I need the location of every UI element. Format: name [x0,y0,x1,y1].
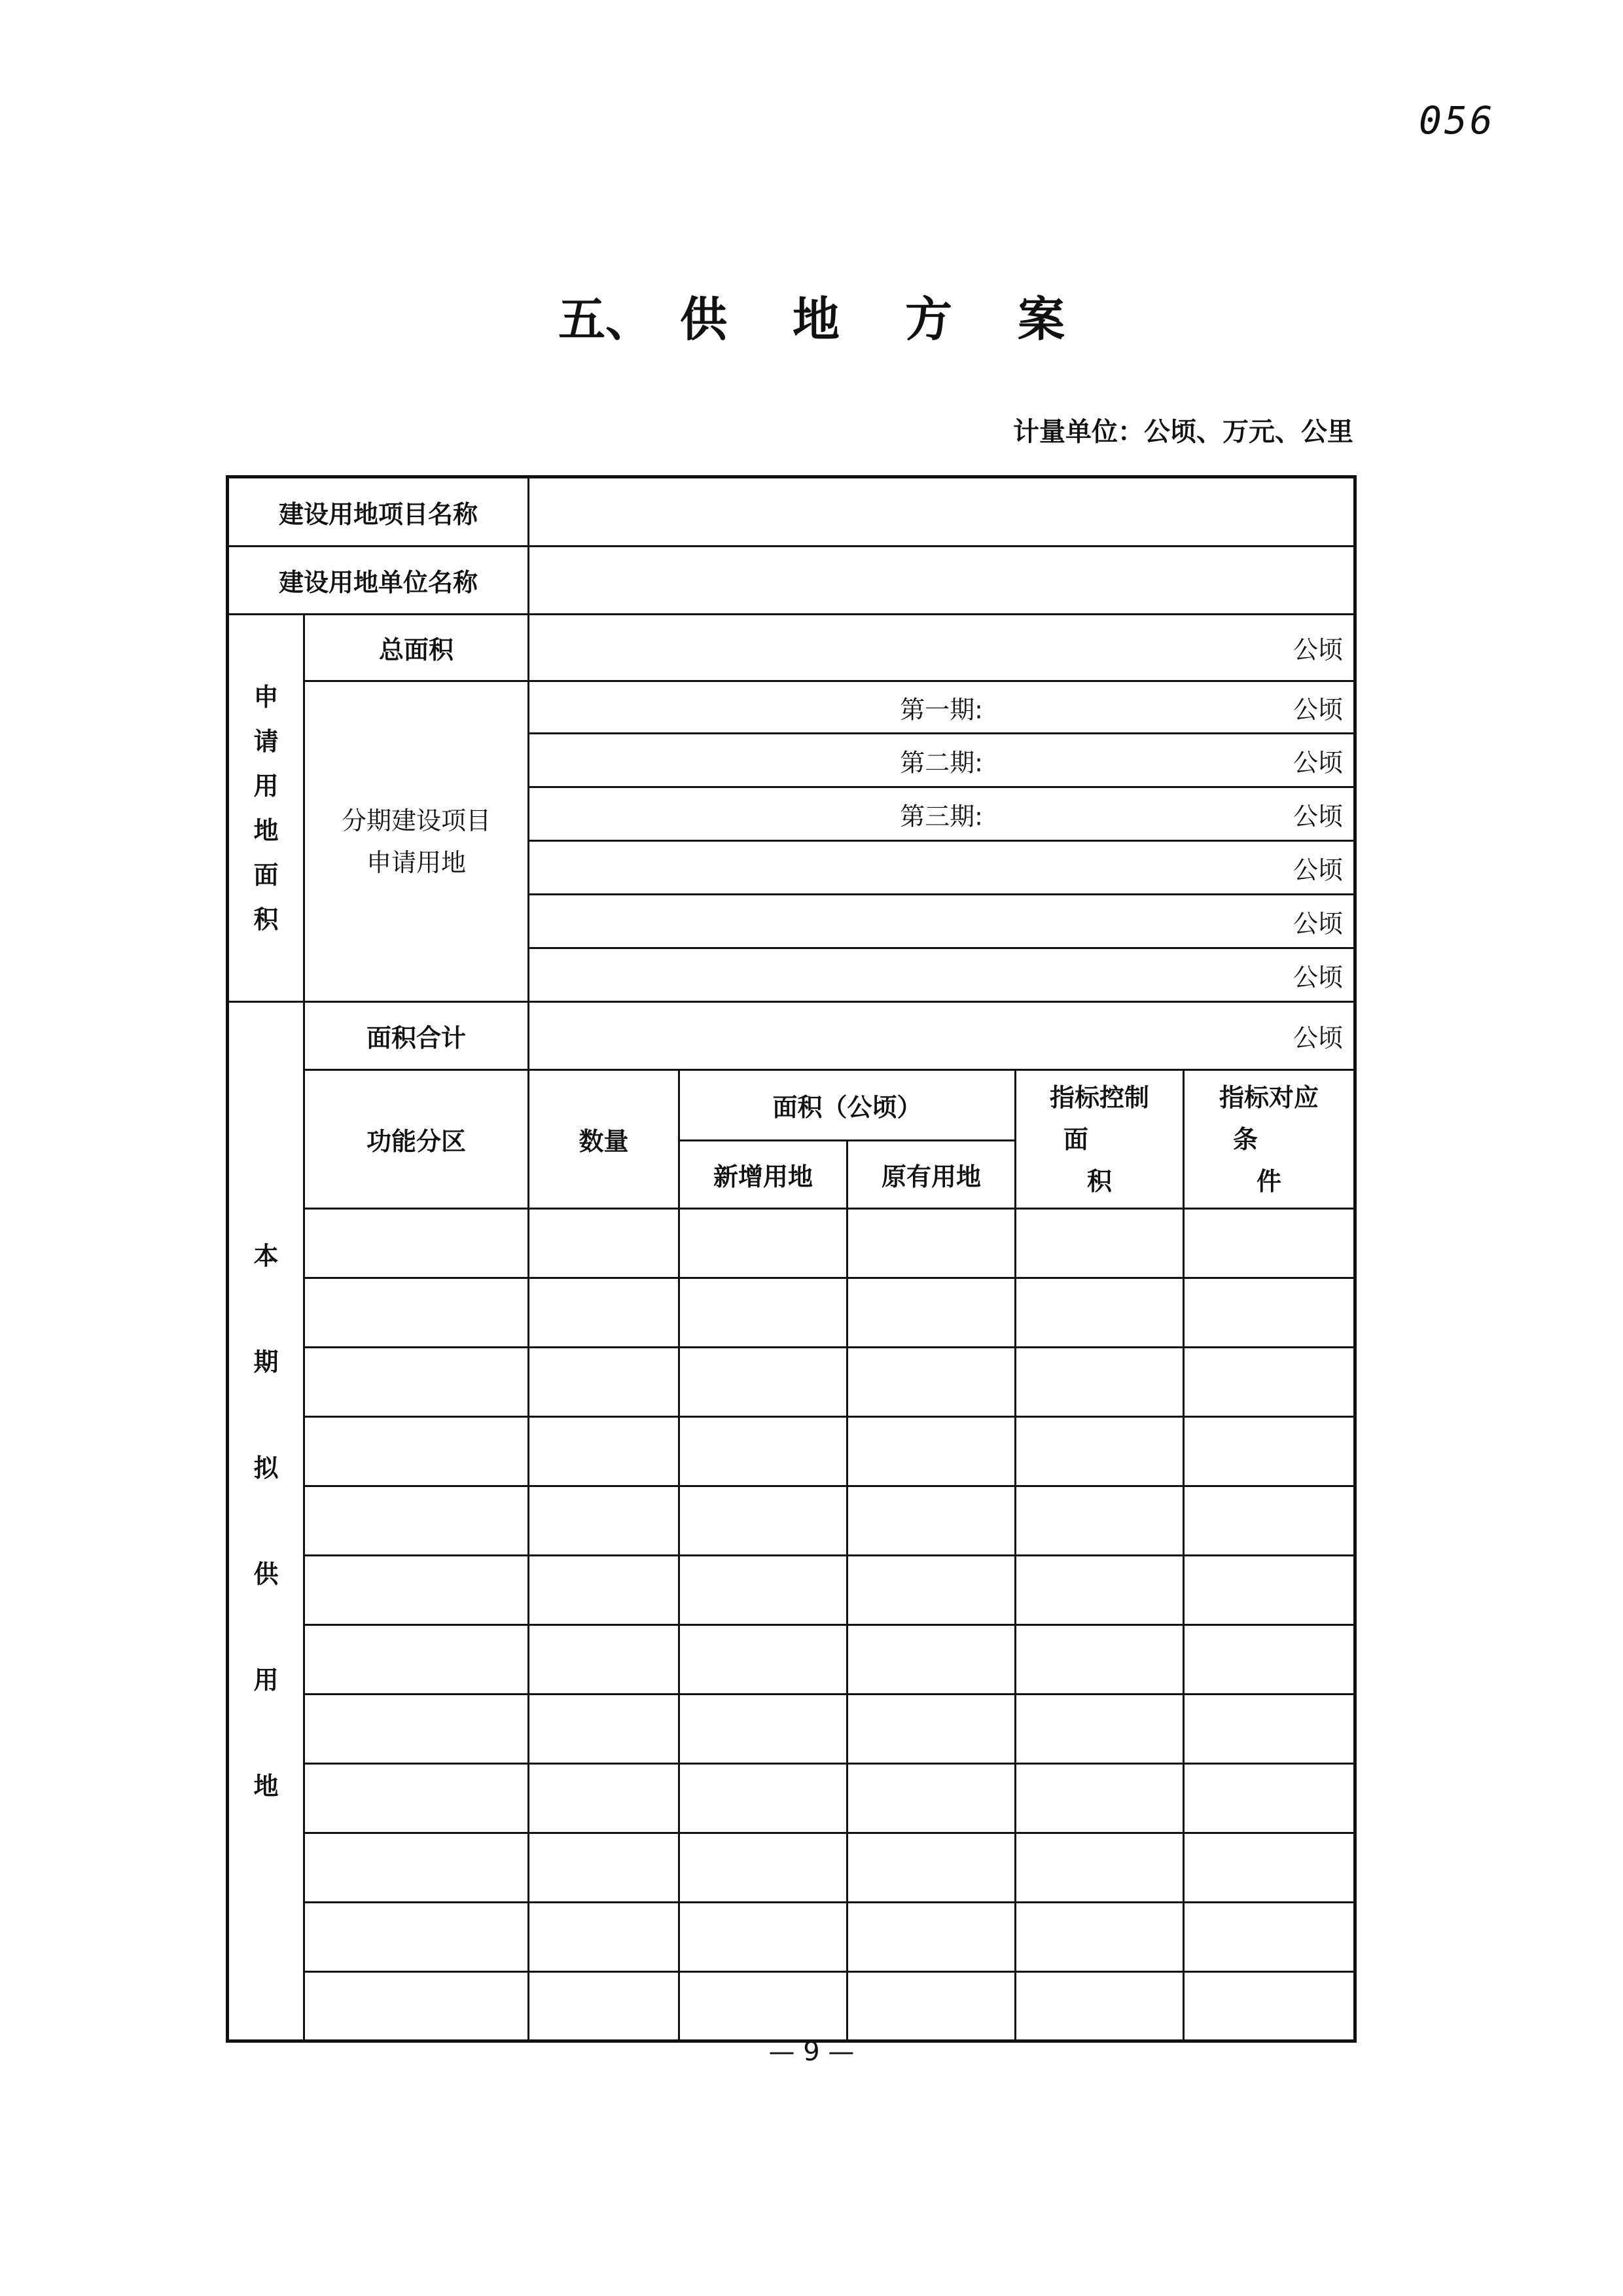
cell[interactable] [1016,1486,1184,1556]
cell[interactable] [1184,1417,1355,1486]
table-row [228,1278,1355,1348]
table-row [228,1903,1355,1972]
cell[interactable] [1184,1486,1355,1556]
cell[interactable] [529,1209,679,1278]
table-row [228,1556,1355,1625]
cell[interactable] [847,1764,1016,1833]
cell[interactable] [679,1972,847,2041]
cell[interactable] [529,1278,679,1348]
cell[interactable] [529,1903,679,1972]
col-condition: 指标对应 条 件 [1184,1070,1355,1209]
cell[interactable] [1184,1764,1355,1833]
cell[interactable] [847,1972,1016,2041]
col-existing-land: 原有用地 [847,1141,1016,1209]
cell[interactable] [1016,1695,1184,1764]
col-control-area: 指标控制 面 积 [1016,1070,1184,1209]
cell[interactable] [1184,1833,1355,1903]
table-row [228,1348,1355,1417]
area-total-field[interactable] [529,1002,1355,1070]
page-title [0,281,1623,350]
cell[interactable] [304,1278,529,1348]
cell[interactable] [847,1417,1016,1486]
cell[interactable] [847,1556,1016,1625]
cell[interactable] [679,1348,847,1417]
cell[interactable] [1184,1278,1355,1348]
cell[interactable] [304,1486,529,1556]
current-supply-label: 本 期 拟 供 用 地 [228,1002,304,2041]
cell[interactable] [304,1833,529,1903]
title-part: 案 [1018,291,1065,347]
cell[interactable] [1016,1209,1184,1278]
cell[interactable] [1016,1348,1184,1417]
unit-name-field[interactable] [529,547,1355,615]
cell[interactable] [304,1209,529,1278]
cell[interactable] [529,1348,679,1417]
phase-5-field[interactable]: 公顷 [529,895,1355,948]
unit-label: 公顷 [1293,636,1344,664]
table-row [228,1972,1355,2041]
table-row [228,1417,1355,1486]
cell[interactable] [679,1833,847,1903]
title-part: 供 [679,291,727,347]
cell[interactable] [529,1417,679,1486]
cell[interactable] [304,1625,529,1695]
phased-label: 分期建设项目 申请用地 [304,681,529,1002]
phase-3-field[interactable]: 第三期: 公顷 [529,787,1355,841]
cell[interactable] [847,1209,1016,1278]
land-supply-form [226,475,1357,2043]
cell[interactable] [679,1903,847,1972]
title-part: 五、 [558,291,652,347]
cell[interactable] [304,1348,529,1417]
cell[interactable] [679,1417,847,1486]
cell[interactable] [304,1556,529,1625]
cell[interactable] [847,1625,1016,1695]
cell[interactable] [529,1833,679,1903]
unit-name-label: 建设用地单位名称 [228,547,529,615]
project-name-field[interactable] [529,477,1355,547]
table-row [228,1695,1355,1764]
project-name-label: 建设用地项目名称 [228,477,529,547]
cell[interactable] [304,1903,529,1972]
cell[interactable] [529,1556,679,1625]
cell[interactable] [1184,1348,1355,1417]
phase-2-field[interactable]: 第二期: 公顷 [529,734,1355,787]
total-area-label: 总面积 [304,615,529,681]
cell[interactable] [679,1695,847,1764]
col-function: 功能分区 [304,1070,529,1209]
phase-4-field[interactable]: 公顷 [529,841,1355,895]
cell[interactable] [529,1695,679,1764]
cell[interactable] [529,1764,679,1833]
table-row [228,1209,1355,1278]
cell[interactable] [679,1486,847,1556]
col-area: 面积（公顷） [679,1070,1016,1141]
cell[interactable] [679,1764,847,1833]
cell[interactable] [847,1903,1016,1972]
apply-area-label: 申 请 用 地 面 积 [228,615,304,1002]
phase-6-field[interactable]: 公顷 [529,948,1355,1002]
cell[interactable] [679,1209,847,1278]
cell[interactable] [1016,1764,1184,1833]
cell[interactable] [529,1625,679,1695]
unit-note: 计量单位：公顷、万元、公里 [1013,417,1353,447]
cell[interactable] [1016,1903,1184,1972]
cell[interactable] [1016,1625,1184,1695]
phase-1-field[interactable]: 第一期: 公顷 [529,681,1355,734]
cell[interactable] [304,1695,529,1764]
page-number: 056 [1419,98,1495,143]
cell[interactable] [1184,1209,1355,1278]
cell[interactable] [1016,1278,1184,1348]
cell[interactable] [304,1764,529,1833]
table-row [228,1486,1355,1556]
cell[interactable] [679,1556,847,1625]
col-new-land: 新增用地 [679,1141,847,1209]
unit-label: 公顷 [1293,1024,1344,1052]
cell[interactable] [847,1348,1016,1417]
cell[interactable] [1016,1833,1184,1903]
cell[interactable] [847,1278,1016,1348]
total-area-field[interactable] [529,615,1355,681]
table-row [228,1625,1355,1695]
area-total-label: 面积合计 [304,1002,529,1070]
col-quantity: 数量 [529,1070,679,1209]
cell[interactable] [679,1625,847,1695]
cell[interactable] [1184,1556,1355,1625]
cell[interactable] [1016,1972,1184,2041]
cell[interactable] [1184,1625,1355,1695]
title-part: 地 [792,291,840,347]
cell[interactable] [847,1833,1016,1903]
table-row [228,1833,1355,1903]
page-footer: — 9 — [768,2037,855,2067]
cell[interactable] [847,1695,1016,1764]
cell[interactable] [304,1417,529,1486]
cell[interactable] [1184,1903,1355,1972]
cell[interactable] [847,1486,1016,1556]
cell[interactable] [529,1972,679,2041]
cell[interactable] [1184,1695,1355,1764]
cell[interactable] [1184,1972,1355,2041]
cell[interactable] [529,1486,679,1556]
cell[interactable] [1016,1417,1184,1486]
cell[interactable] [304,1972,529,2041]
cell[interactable] [1016,1556,1184,1625]
table-row [228,1764,1355,1833]
title-part: 方 [905,291,953,347]
cell[interactable] [679,1278,847,1348]
